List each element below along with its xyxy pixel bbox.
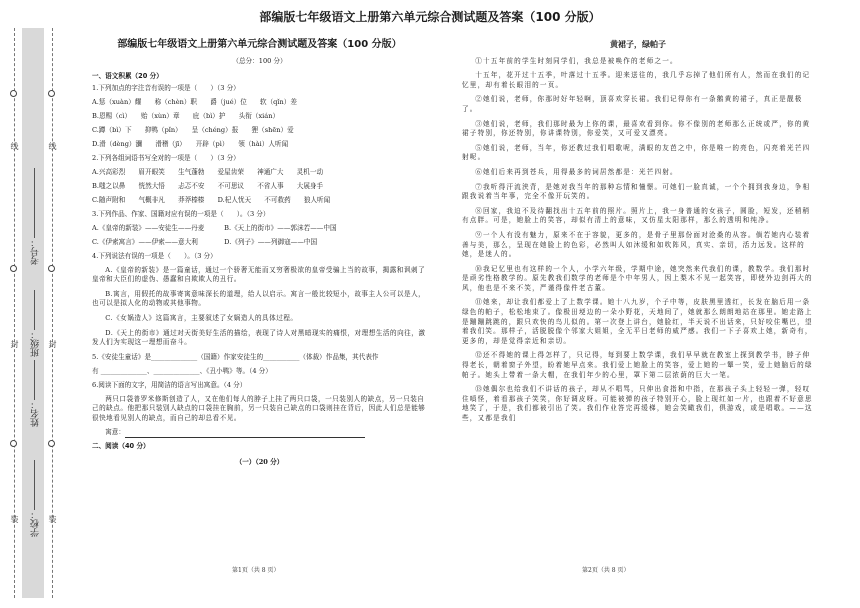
binding-dash-line-inner: [52, 28, 53, 598]
moral-answer-field[interactable]: [125, 431, 365, 438]
class-field[interactable]: [34, 290, 35, 330]
passage-paragraph: ③她们说，老师，我们那时最为上你的课，最喜欢看到你。你不像别的老师那么正统或严，你的黄裙子特别，你还特别，你讲课特别，你爱笑，又可爱又漂亮。: [462, 119, 811, 138]
name-label: 姓名：: [31, 400, 41, 427]
binding-hole: [48, 440, 55, 447]
question-option: B.嗤之以鼻 恍然大悟 忐忑不安 不可思议 不省人事 大展身手: [92, 181, 324, 190]
school-label: 学校：: [31, 510, 41, 537]
binding-mark-bind: 装: [48, 515, 57, 523]
question-line: 5.《安徒生童话》是______________（国籍）作家安徒生的___________（体裁）作品集，其代表作: [92, 352, 379, 361]
school-field[interactable]: [34, 460, 35, 510]
reading-part-title: （一）（20 分）: [235, 458, 284, 467]
passage-paragraph: ⑤她们说，老师，当年，你还教过我们唱歌呢，满眼的友芭之中，你是唯一的亮色，闪亮着光芒四射呢。: [462, 143, 811, 162]
passage-paragraph: ②她们说，老师，你那时好年轻啊，顶喜欢穿长裙。我们记得你有一条鹅黄的裙子，真正是靓极了。: [462, 95, 803, 113]
binding-hole: [48, 265, 55, 272]
passage-paragraph: 十五年，花开过十五季，叶落过十五季。迎来送往的，我几乎忘掉了他们所有人，然而在我们的记忆里，却有着长眼泪的一页。: [462, 71, 811, 89]
question-line: 2.下列各组词语书写全对的一项是（ ）（3 分）: [92, 153, 240, 162]
passage-paragraph: ⑨一个人有没有魅力，原来不在于容貌，更多的，是骨子里那份面对沧桑的从容。倘若她内心装着善与美，那么，呈现在她脸上的色彩，必然叫人如沐缓和如吹阵风，真实、亲切，活力远发。这样的她，是迷人的。: [462, 230, 811, 259]
binding-mark-line: 线: [48, 142, 57, 150]
question-option: D.滑（dèng）瀰 滑稽（jī） 开辟（pì） 领（hài）人听闻: [92, 139, 289, 148]
total-score: （总分：100 分）: [232, 56, 287, 65]
question-option-paragraph: C.《女娲造人》这篇寓言，主要叙述了女娲造人的具体过程。: [105, 313, 298, 322]
binding-hole: [48, 90, 55, 97]
question-option: A.《皇帝的新装》——安徒生——丹麦 B.《天上的街市》——郭沫若——中国: [92, 223, 337, 232]
binding-mark-bind: 装: [10, 515, 19, 523]
left-page-column: [92, 40, 427, 468]
page-footer-right: 第2页（共 8 页）: [582, 567, 630, 574]
binding-mark-seal: 封: [48, 340, 57, 348]
passage-paragraph: ⑥她们后来再到苍兵，用得最多的词居然都是：光芒四射。: [475, 167, 678, 176]
fable-passage: 两只口袋普罗米修斯创造了人，又在他们每人的脖子上挂了两只口袋，一只装别人的缺点，另一只装自己的缺点。他把那只装别人缺点的口袋挂在胸前，另一只装自己缺点的口袋则挂在背后，因此人们总是能够很快地看见别人的缺点，而自己的却总看不见。: [92, 394, 426, 422]
binding-mark-line: 线: [10, 142, 19, 150]
passage-paragraph: ⑦我听得汗流浃背，是她对我当年的那种忘情和憧憬。可她们一脸真诚，一个个拥到我身边，争相跟我说着当年事，完全不像开玩笑的。: [462, 182, 811, 201]
question-line: 3.下列作品、作家、国籍对应有误的一项是（ ）。（3 分）: [92, 209, 270, 218]
question-option: B.恩赐（cì） 贻（xùn）章 庇（bì）护 头衔（xián）: [92, 111, 280, 120]
question-line: 有 ______________、______________、《丑小鸭》等。（4 分）: [92, 366, 272, 375]
question-line: 1.下列加点的字注音有误的一项是（ ）（3 分）: [92, 83, 240, 92]
binding-hole: [10, 90, 17, 97]
exam-no-label: 考号：: [31, 238, 41, 265]
right-page-column: [462, 40, 814, 429]
binding-mark-seal: 封: [10, 340, 19, 348]
moral-label: 寓意：: [105, 428, 125, 437]
binding-hole: [10, 265, 17, 272]
question-option-paragraph: D.《天上的街市》通过对天街美好生活的描绘，表现了诗人对黑暗现实的痛恨，对理想生活的向往，激发人们为实现这一理想而奋斗。: [92, 328, 426, 347]
passage-paragraph: ⑧回家，我迫不及待翻找出十五年前的照片。照片上，我一身普通的女孩子，圆脸，短发，还稍稍有点胖。可是，她脸上的笑容，却似有清上的意味，又仿星太阳那样，那么的透明和纯净。: [462, 206, 811, 225]
passage-paragraph: ①十五年前的学生时刻同学们，我总是被唤作的老师之一。: [475, 56, 678, 65]
class-label: 班级：: [31, 330, 41, 357]
section-heading: 二、阅读（40 分）: [92, 442, 150, 451]
passage-paragraph: ⑩我记忆里也有这样的一个人，小学六年级，学期中途，她突然来代我们的课，教数学。我们那时是顽劣性格教学的。原先教我们数学的老师是个中年男人，因上梨木不见一起笑容，即使外边剑再大的风，他也是不来不笑，严谨得像件老古董。: [462, 264, 813, 292]
passage-paragraph: ⑬她偶尔也给我们不讲话的孩子，却从不唱骂，只伸出食指和中指，在那孩子头上轻轻一弹，轻叹住嗔怪，着看那孩子笑笑，你好调皮呀。可能被弹的孩子特别开心，脸上现红如一片，也跟着不好意思地笑了，于是，我们都被引出了笑。我们作业答完再缓梯，她会笑瞰我们，俱游戏，或是唱歌。——这些，又都是我们: [462, 385, 813, 422]
question-option-paragraph: A.《皇帝的新装》是一篇童话，通过一个骄奢无能而又穷奢极欲的皇帝受骗上当的故事，揭露和讽刺了皇帝和大臣们的虚伪、愚蠢和自欺欺人的丑行。: [92, 265, 426, 284]
passage-paragraph: ⑫还不得她的课上得怎样了，只记得，每到要上数学课，我们早早就在教室上探到教学书，脖子伸得老长，朝着窗子外望，盼着她早点来。我们爱上她脸上的笑容，爱上她的一颦一笑，爱上她脑后的绿帕子。她头上带着一条大帽，在我们年少的心里，罩下第二层浓荫的巨大一笔。: [462, 351, 813, 379]
question-line: 4.下列说法有误的一项是（ ）。（3 分）: [92, 251, 217, 260]
binding-hole: [10, 440, 17, 447]
page-footer-left: 第1页（共 8 页）: [232, 567, 280, 574]
reading-passage-title: 黄裙子，绿帕子: [610, 40, 666, 49]
passage-paragraph: ⑪她来，却让我们都爱上了上数学课。她十八九岁，个子中等，皮肤黑里透红，长发在脑后用一条绿色的帕子，松松地束了。像极田埂边的一朵小野花，天地间了，她就那么朗朗地站在那里。她走路上是蹦蹦跳跳的，跟只欢快的鸟儿似的。第一次登上讲台，她脸红，半天说不出话来，只好咬住嘴巴，望着我们笑。那样子，活脱脱像个邻家大姐姐，全无平日老师的威严感。我们一下子喜欢上她，新奇有，更多的，却是觉得亲近和亲切。: [462, 298, 813, 345]
exam-title: 部编版七年级语文上册第六单元综合测试题及答案（100 分版）: [117, 39, 402, 50]
question-option: C.蹲（bì）下 抑鸭（pǐn） 呈（chéng）报 狸（shēn）爱: [92, 125, 294, 134]
page-header-title: 部编版七年级语文上册第六单元综合测试题及答案（100 分版）: [259, 10, 601, 24]
binding-dash-line-outer: [14, 28, 15, 598]
section-heading: 一、语文积累（20 分）: [92, 72, 163, 81]
exam-no-field[interactable]: [34, 168, 35, 238]
moral-answer-line: [92, 428, 427, 438]
question-option-paragraph: B.寓言，用假托的故事寄寓意味深长的道理，给人以启示。寓言一般比较短小，故事主人公可以是人，也可以是拟人化的动物或其他事物。: [92, 289, 426, 308]
question-option: C.《伊索寓言》——伊索——意大利 D.《列子》——列御寇——中国: [92, 237, 318, 246]
question-option: A.兴高彩烈 眉开眼笑 生气蓬勃 爱屋齿荣 神通广大 灵机一动: [92, 167, 324, 176]
name-field[interactable]: [34, 360, 35, 400]
question-option: A.惩（xuàn）耀 称（chèn）职 爵（jué）位 软（qǐn）差: [92, 97, 297, 106]
question-option: C.随声附和 气概非凡 莽莽榛榛 D.杞人忧天 不可救药 狼人听闻: [92, 195, 331, 204]
question-line: 6.阅读下面的文字，用简洁的语言写出寓意。（4 分）: [92, 380, 247, 389]
